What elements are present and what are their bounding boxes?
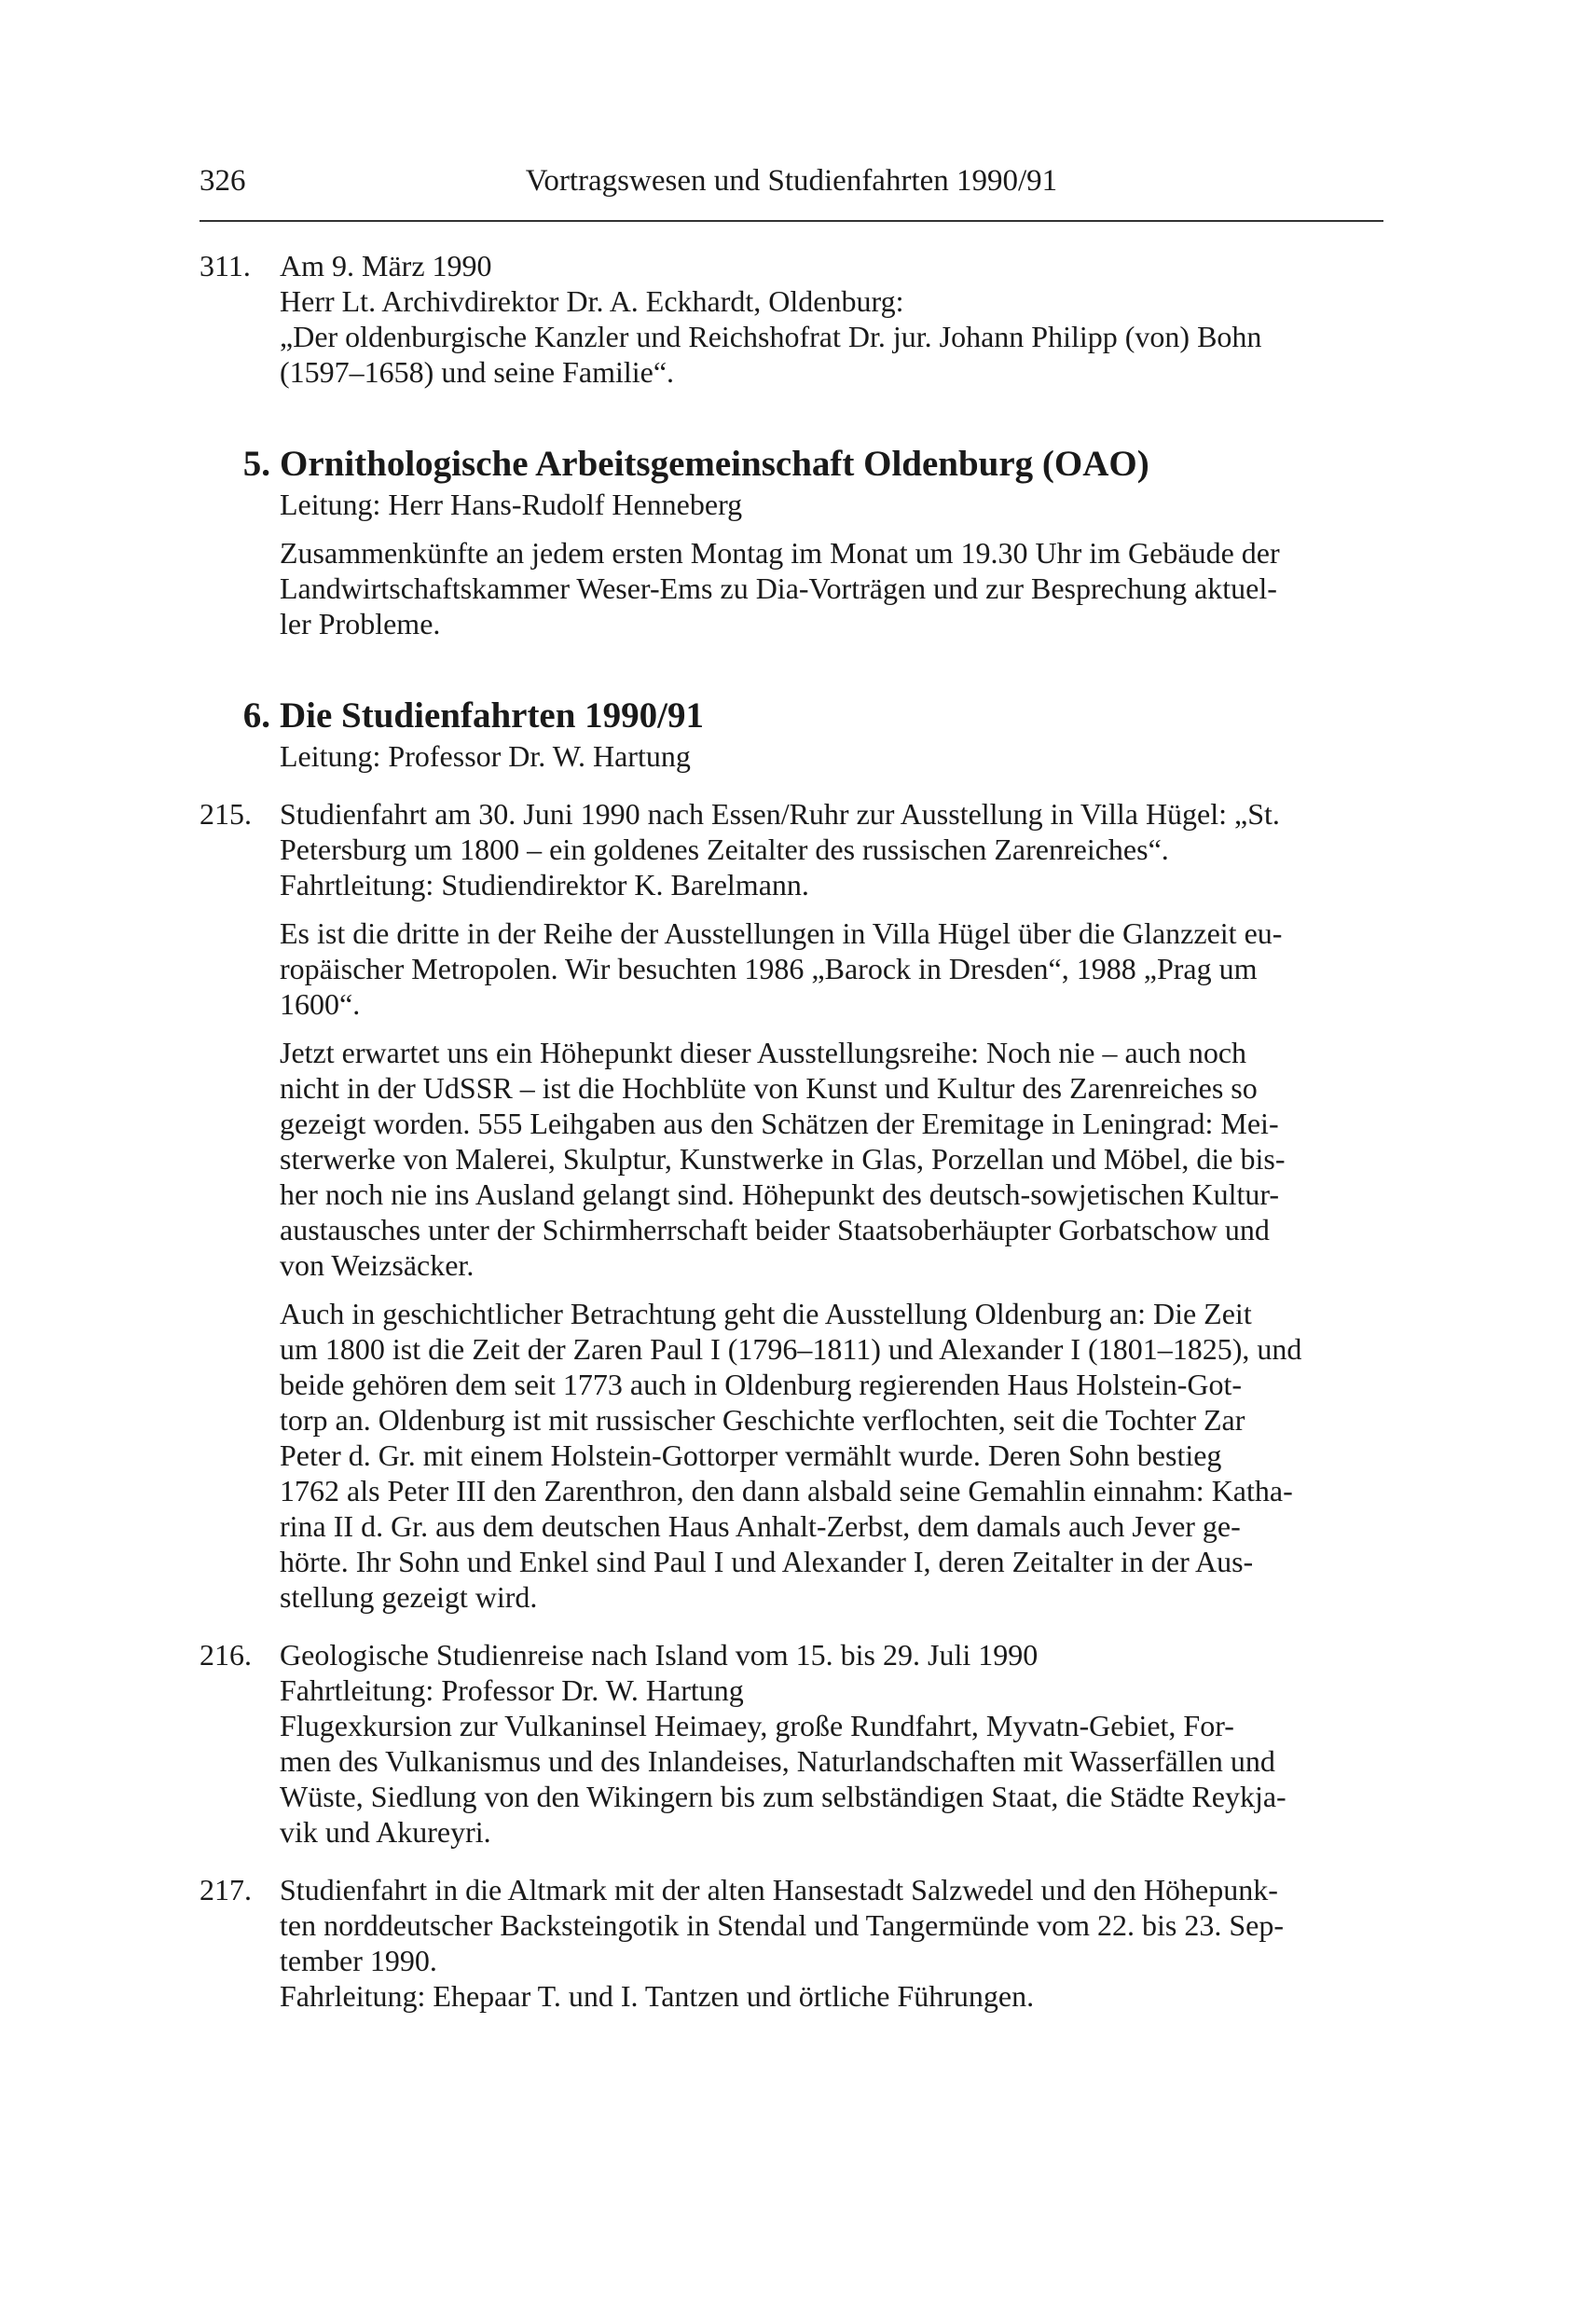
text-line: her noch nie ins Ausland gelangt sind. Höhepunkt des deutsch-sowjetischen Kultur- xyxy=(280,1177,1280,1211)
entry-number: 311. xyxy=(200,249,251,282)
text-line: 1762 als Peter III den Zarenthron, den dann alsbald seine Gemahlin einnahm: Katha- xyxy=(280,1474,1293,1507)
text-line: torp an. Oldenburg ist mit russischer Geschichte verflochten, seit die Tochter Zar xyxy=(280,1403,1245,1437)
section-leitung: Leitung: Herr Hans-Rudolf Henneberg xyxy=(280,488,743,521)
text-line: austausches unter der Schirmherrschaft beider Staatsoberhäupter Gorbatschow und xyxy=(280,1213,1270,1246)
text-line: Wüste, Siedlung von den Wikingern bis zum selbständigen Staat, die Städte Reykja- xyxy=(280,1780,1286,1813)
text-line: „Der oldenburgische Kanzler und Reichshofrat Dr. jur. Johann Philipp (von) Bohn xyxy=(280,320,1262,353)
text-line: rina II d. Gr. aus dem deutschen Haus Anhalt-Zerbst, dem damals auch Jever ge- xyxy=(280,1509,1241,1543)
text-line: Studienfahrt am 30. Juni 1990 nach Essen/Ruhr zur Ausstellung in Villa Hügel: „St. xyxy=(280,797,1280,831)
text-line: stellung gezeigt wird. xyxy=(280,1580,538,1614)
text-line: Flugexkursion zur Vulkaninsel Heimaey, große Rundfahrt, Myvatn-Gebiet, For- xyxy=(280,1709,1234,1742)
text-line: tember 1990. xyxy=(280,1944,437,1977)
paragraph xyxy=(280,1035,1383,1283)
entry-217 xyxy=(200,1872,1383,2014)
text-line: Es ist die dritte in der Reihe der Ausstellungen in Villa Hügel über die Glanzzeit eu- xyxy=(280,916,1283,950)
text-line: 1600“. xyxy=(280,987,361,1021)
header-rule xyxy=(200,220,1383,222)
running-title: Vortragswesen und Studienfahrten 1990/91 xyxy=(525,164,1058,198)
text-line: ten norddeutscher Backsteingotik in Stendal und Tangermünde vom 22. bis 23. Sep- xyxy=(280,1908,1284,1942)
text-line: Jetzt erwartet uns ein Höhepunkt dieser Ausstellungsreihe: Noch nie – auch noch xyxy=(280,1036,1247,1069)
text-line: gezeigt worden. 555 Leihgaben aus den Schätzen der Eremitage in Leningrad: Mei- xyxy=(280,1107,1279,1140)
paragraph xyxy=(280,535,1383,641)
entry-311 xyxy=(200,248,1383,390)
text-line: ler Probleme. xyxy=(280,607,441,640)
text-line: Peter d. Gr. mit einem Holstein-Gottorper vermählt wurde. Deren Sohn bestieg xyxy=(280,1438,1222,1472)
text-line: Am 9. März 1990 xyxy=(280,249,492,282)
paragraph xyxy=(280,915,1383,1022)
text-line: Zusammenkünfte an jedem ersten Montag im Monat um 19.30 Uhr im Gebäude der xyxy=(280,536,1280,570)
text-line: nicht in der UdSSR – ist die Hochblüte von Kunst und Kultur des Zarenreiches so xyxy=(280,1071,1258,1105)
section-title: Ornithologische Arbeitsgemeinschaft Oldenburg (OAO) xyxy=(280,444,1149,484)
text-line: ropäischer Metropolen. Wir besuchten 1986 „Barock in Dresden“, 1988 „Prag um xyxy=(280,952,1258,985)
text-line: Studienfahrt in die Altmark mit der alten Hansestadt Salzwedel und den Höhepunk- xyxy=(280,1873,1278,1906)
text-line: Geologische Studienreise nach Island vom 15. bis 29. Juli 1990 xyxy=(280,1638,1039,1672)
text-line: um 1800 ist die Zeit der Zaren Paul I (1796–1811) und Alexander I (1801–1825), und xyxy=(280,1332,1302,1366)
page-number: 326 xyxy=(200,164,246,198)
entry-number: 216. xyxy=(200,1638,252,1672)
section-number: 6. xyxy=(242,695,270,736)
entry-216 xyxy=(200,1637,1383,1850)
text-line: Herr Lt. Archivdirektor Dr. A. Eckhardt, Oldenburg: xyxy=(280,284,904,318)
text-line: Landwirtschaftskammer Weser-Ems zu Dia-Vorträgen und zur Besprechung aktuel- xyxy=(280,571,1277,605)
entry-number: 215. xyxy=(200,797,252,831)
paragraph xyxy=(280,1296,1383,1615)
text-line: sterwerke von Malerei, Skulptur, Kunstwerke in Glas, Porzellan und Möbel, die bis- xyxy=(280,1142,1286,1176)
entry-215 xyxy=(200,796,1383,1615)
text-line: beide gehören dem seit 1773 auch in Oldenburg regierenden Haus Holstein-Got- xyxy=(280,1368,1242,1401)
text-line: von Weizsäcker. xyxy=(280,1248,475,1282)
text-line: men des Vulkanismus und des Inlandeises, Naturlandschaften mit Wasserfällen und xyxy=(280,1744,1275,1778)
section-number: 5. xyxy=(242,444,270,484)
text-line: Petersburg um 1800 – ein goldenes Zeitalter des russischen Zarenreiches“. xyxy=(280,833,1169,866)
text-line: Auch in geschichtlicher Betrachtung geht die Ausstellung Oldenburg an: Die Zeit xyxy=(280,1297,1252,1330)
entry-intro xyxy=(280,796,1383,902)
section-title: Die Studienfahrten 1990/91 xyxy=(280,695,705,736)
entry-number: 217. xyxy=(200,1873,252,1906)
text-line: Fahrtleitung: Studiendirektor K. Barelmann. xyxy=(280,868,809,901)
section-5 xyxy=(200,442,1383,641)
text-line: Fahrleitung: Ehepaar T. und I. Tantzen und örtliche Führungen. xyxy=(280,1979,1035,2013)
section-6 xyxy=(200,694,1383,774)
section-leitung: Leitung: Professor Dr. W. Hartung xyxy=(280,739,691,773)
text-line: Fahrtleitung: Professor Dr. W. Hartung xyxy=(280,1673,744,1707)
running-header xyxy=(200,164,1383,211)
text-line: vik und Akureyri. xyxy=(280,1815,491,1849)
text-line: (1597–1658) und seine Familie“. xyxy=(280,355,675,389)
text-line: hörte. Ihr Sohn und Enkel sind Paul I und Alexander I, deren Zeitalter in der Aus- xyxy=(280,1545,1254,1578)
page-content xyxy=(200,248,1383,2014)
